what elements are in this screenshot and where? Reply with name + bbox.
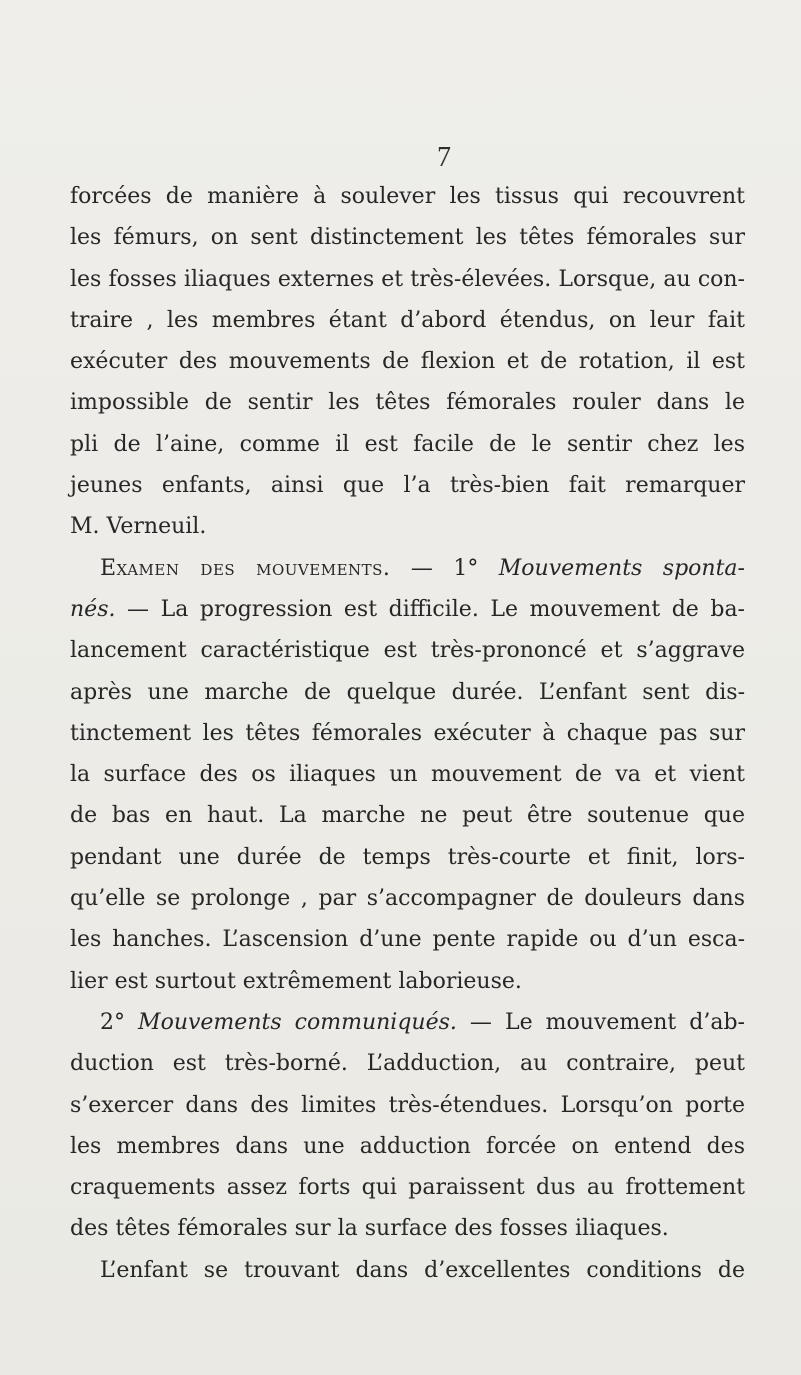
text-line: après une marche de quelque durée. L’enfant sent dis- (70, 679, 745, 705)
text-fragment: — La progression est difficile. Le mouvement de ba- (115, 596, 745, 622)
paragraph-1 (70, 176, 745, 548)
text-line (70, 589, 745, 630)
text-line (70, 1002, 745, 1043)
text-line: impossible de sentir les têtes fémorales rouler dans le (70, 390, 745, 416)
text-line: forcées de manière à soulever les tissus qui recouvrent (70, 184, 745, 209)
text-line: des têtes fémorales sur la surface des fosses iliaques. (70, 1216, 669, 1242)
text-line: M. Verneuil. (70, 514, 207, 540)
text-fragment: 2° (100, 1009, 139, 1035)
page-text (70, 176, 745, 1291)
text-line: qu’elle se prolonge , par s’accompagner de douleurs dans (70, 886, 745, 912)
italic-term: Mouvements sponta- (498, 555, 745, 581)
text-line: craquements assez forts qui paraissent dus au frottement (70, 1175, 745, 1201)
text-line: s’exercer dans des limites très-étendues. Lorsqu’on porte (70, 1092, 745, 1118)
text-line: exécuter des mouvements de flexion et de rotation, il est (70, 349, 745, 375)
text-line: les hanches. L’ascension d’une pente rapide ou d’un esca- (70, 927, 745, 953)
text-line: duction est très-borné. L’adduction, au contraire, peut (70, 1051, 745, 1077)
text-fragment: — 1° (390, 555, 499, 581)
paragraph-2 (70, 548, 745, 1002)
paragraph-4 (70, 1250, 745, 1291)
text-line: traire , les membres étant d’abord étendus, on leur fait (70, 307, 745, 333)
italic-term: Mouvements communiqués. (138, 1009, 457, 1035)
section-heading: Examen des mouvements. (100, 555, 391, 581)
paragraph-3 (70, 1002, 745, 1250)
text-line: L’enfant se trouvant dans d’excellentes conditions de (100, 1257, 745, 1283)
italic-term: nés. (70, 596, 116, 622)
text-fragment: — Le mouvement d’ab- (456, 1009, 745, 1035)
text-line: tinctement les têtes fémorales exécuter à chaque pas sur (70, 720, 745, 746)
text-line (70, 548, 745, 589)
text-line: pli de l’aine, comme il est facile de le sentir chez les (70, 431, 745, 457)
page-number: 7 (437, 142, 451, 173)
text-line: lancement caractéristique est très-prononcé et s’aggrave (70, 638, 745, 664)
text-line: de bas en haut. La marche ne peut être soutenue que (70, 803, 745, 829)
text-line: pendant une durée de temps très-courte et finit, lors- (70, 844, 745, 870)
text-line: les membres dans une adduction forcée on entend des (70, 1133, 745, 1159)
text-line: la surface des os iliaques un mouvement de va et vient (70, 762, 745, 788)
text-line: les fosses iliaques externes et très-élevées. Lorsque, au con- (70, 266, 745, 292)
text-line: jeunes enfants, ainsi que l’a très-bien fait remarquer (70, 473, 745, 499)
text-line: les fémurs, on sent distinctement les têtes fémorales sur (70, 225, 745, 251)
text-line: lier est surtout extrêmement laborieuse. (70, 968, 522, 994)
